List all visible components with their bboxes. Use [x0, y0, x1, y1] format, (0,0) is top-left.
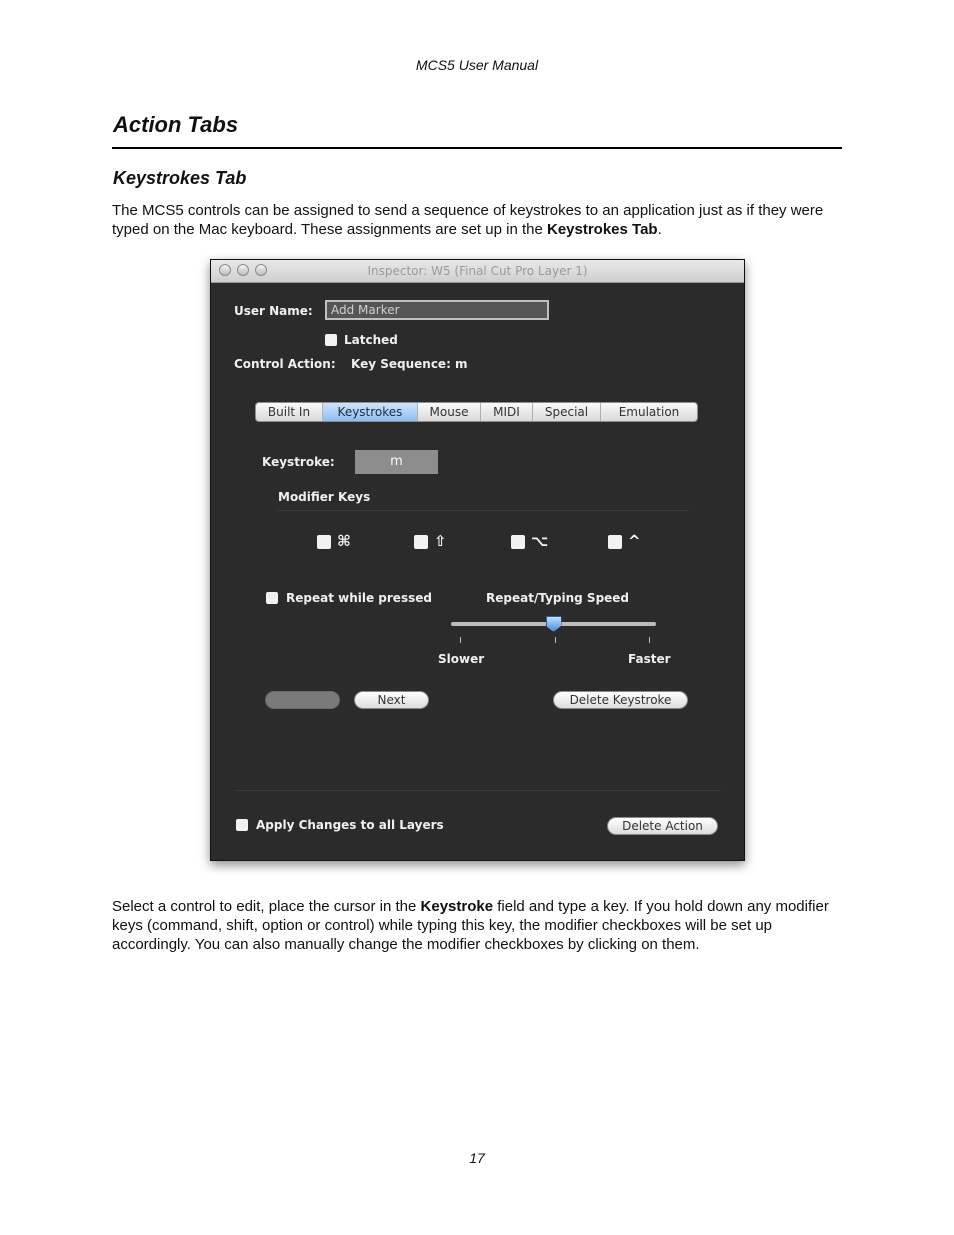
window-titlebar — [211, 260, 744, 283]
subsection-title: Keystrokes Tab — [113, 168, 247, 188]
keystroke-field[interactable]: m — [355, 450, 438, 474]
option-checkbox[interactable] — [511, 535, 525, 549]
slider-tick — [460, 637, 461, 643]
repeat-checkbox[interactable] — [266, 592, 278, 604]
latched-checkbox[interactable] — [325, 334, 337, 346]
control-checkbox[interactable] — [608, 535, 622, 549]
latched-label: Latched — [344, 333, 398, 347]
apply-all-layers-label: Apply Changes to all Layers — [256, 818, 444, 832]
faster-label: Faster — [628, 652, 671, 666]
user-name-label: User Name: — [234, 304, 313, 318]
instructions-paragraph: Select a control to edit, place the cursor in the Keystroke field and type a key. If you hold down any modifier keys (command, shift, option or control) while typing this key, the modifier checkboxes will be set up accordingly. You can also manually change the modifier checkboxes by clicking on them. — [112, 898, 829, 953]
command-checkbox[interactable] — [317, 535, 331, 549]
slider-tick — [649, 637, 650, 643]
tab-special[interactable]: Special — [533, 403, 601, 421]
slower-label: Slower — [438, 652, 485, 666]
repeat-label: Repeat while pressed — [286, 591, 432, 605]
window-title: Inspector: W5 (Final Cut Pro Layer 1) — [367, 264, 588, 278]
section-rule — [112, 147, 842, 149]
modifier-keys-label: Modifier Keys — [278, 490, 371, 504]
delete-keystroke-button[interactable]: Delete Keystroke — [553, 691, 688, 709]
command-icon: ⌘ — [337, 532, 351, 550]
action-tab-bar — [255, 402, 698, 422]
tab-midi[interactable]: MIDI — [481, 403, 533, 421]
tab-keystrokes[interactable]: Keystrokes — [323, 403, 418, 421]
control-icon: ^ — [628, 532, 641, 550]
tab-built-in[interactable]: Built In — [256, 403, 323, 421]
tab-mouse[interactable]: Mouse — [418, 403, 481, 421]
shift-icon: ⇧ — [434, 532, 447, 550]
delete-action-button[interactable]: Delete Action — [607, 817, 718, 835]
modifier-divider — [277, 510, 689, 511]
previous-button[interactable] — [265, 691, 340, 709]
key-sequence-text: Key Sequence: m — [351, 357, 468, 371]
intro-paragraph: The MCS5 controls can be assigned to send a sequence of keystrokes to an application just as if they were typed on the Mac keyboard. These assignments are set up in the Keystrokes Tab. — [112, 202, 824, 238]
keystroke-label: Keystroke: — [262, 455, 335, 469]
tab-emulation[interactable]: Emulation — [618, 405, 680, 419]
user-name-field[interactable]: Add Marker — [325, 300, 549, 320]
slider-tick — [555, 637, 556, 643]
control-action-label: Control Action: — [234, 357, 336, 371]
option-icon: ⌥ — [531, 532, 549, 550]
page-number: 17 — [469, 1150, 485, 1166]
next-button[interactable]: Next — [354, 691, 429, 709]
inspector-window — [210, 259, 745, 861]
section-title: Action Tabs — [113, 112, 239, 137]
speed-label: Repeat/Typing Speed — [486, 591, 630, 605]
apply-all-layers-checkbox[interactable] — [236, 819, 248, 831]
running-header: MCS5 User Manual — [415, 57, 539, 73]
shift-checkbox[interactable] — [414, 535, 428, 549]
